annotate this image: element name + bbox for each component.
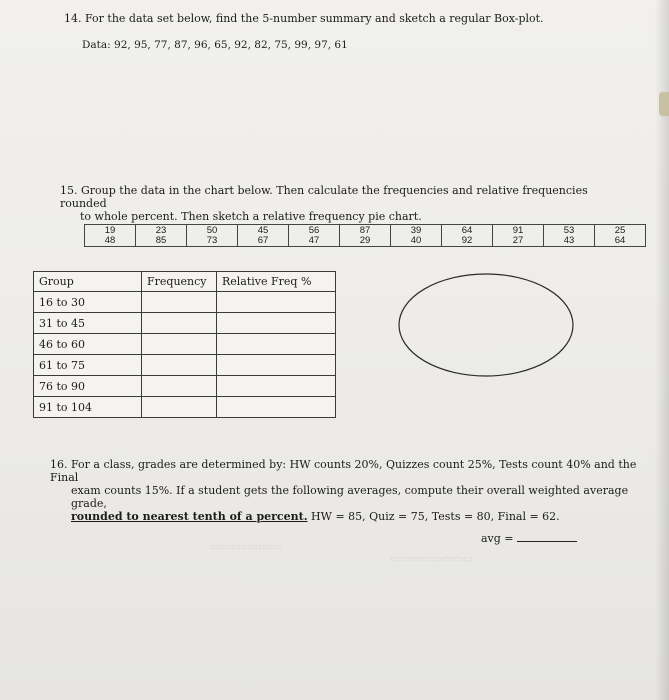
avg-answer-blank[interactable] — [517, 531, 577, 542]
frequency-header: Frequency — [142, 272, 217, 292]
group-cell: 91 to 104 — [34, 397, 142, 418]
data-pair-cell: 19 48 — [85, 225, 136, 247]
data-pair-cell: 64 92 — [442, 225, 493, 247]
average-answer — [481, 531, 577, 545]
group-cell: 76 to 90 — [34, 376, 142, 397]
group-cell: 46 to 60 — [34, 334, 142, 355]
relative-freq-cell[interactable] — [217, 334, 336, 355]
question-14-data: Data: 92, 95, 77, 87, 96, 65, 92, 82, 75, 99, 97, 61 — [82, 39, 348, 51]
table-row — [34, 313, 336, 334]
question-16-prompt: 16. For a class, grades are determined by: HW counts 20%, Quizzes count 25%, Tests count 40% and the Final — [50, 458, 637, 484]
question-15-prompt: 15. Group the data in the chart below. Then calculate the frequencies and relative frequencies rounded — [60, 184, 588, 210]
bleed-through-text: ▭▭▭▭▭▭▭▭ — [390, 553, 474, 565]
data-pair-cell: 91 27 — [493, 225, 544, 247]
group-cell: 61 to 75 — [34, 355, 142, 376]
relative-freq-cell[interactable] — [217, 355, 336, 376]
table-row — [34, 397, 336, 418]
pie-chart-circle — [396, 271, 578, 381]
table-row — [34, 355, 336, 376]
binder-clip — [659, 92, 669, 116]
frequency-cell[interactable] — [142, 292, 217, 313]
data-pair-cell: 50 73 — [187, 225, 238, 247]
question-14-prompt: 14. For the data set below, find the 5-number summary and sketch a regular Box-plot. — [64, 12, 544, 25]
relative-freq-cell[interactable] — [217, 313, 336, 334]
data-pair-cell: 56 47 — [289, 225, 340, 247]
group-cell: 31 to 45 — [34, 313, 142, 334]
table-row — [34, 334, 336, 355]
data-pair-cell: 23 85 — [136, 225, 187, 247]
data-pair-cell: 25 64 — [595, 225, 646, 247]
group-header: Group — [34, 272, 142, 292]
frequency-cell[interactable] — [142, 397, 217, 418]
table-row — [34, 376, 336, 397]
relative-freq-cell[interactable] — [217, 292, 336, 313]
data-pair-cell: 53 43 — [544, 225, 595, 247]
question-15 — [60, 184, 620, 223]
relative-freq-cell[interactable] — [217, 376, 336, 397]
question-16-prompt-cont: exam counts 15%. If a student gets the following averages, compute their overall weighted average grade, — [71, 484, 629, 510]
data-pair-cell: 87 29 — [340, 225, 391, 247]
bleed-through-text: ▭▭▭▭▭▭▭ — [210, 541, 283, 553]
question-16 — [50, 458, 660, 523]
question-14 — [64, 12, 544, 52]
data-pair-cell: 45 67 — [238, 225, 289, 247]
data-pairs-table — [84, 224, 646, 247]
relative-freq-header: Relative Freq % — [217, 272, 336, 292]
group-cell: 16 to 30 — [34, 292, 142, 313]
frequency-cell[interactable] — [142, 313, 217, 334]
frequency-table — [33, 271, 336, 418]
grade-values: HW = 85, Quiz = 75, Tests = 80, Final = 62. — [307, 510, 560, 523]
rounding-instruction: rounded to nearest tenth of a percent. — [71, 510, 308, 523]
table-row — [34, 292, 336, 313]
relative-freq-cell[interactable] — [217, 397, 336, 418]
avg-label: avg = — [481, 532, 514, 545]
question-16-prompt-values — [50, 510, 660, 523]
data-pair-cell: 39 40 — [391, 225, 442, 247]
frequency-cell[interactable] — [142, 334, 217, 355]
frequency-cell[interactable] — [142, 376, 217, 397]
frequency-cell[interactable] — [142, 355, 217, 376]
question-15-prompt-cont: to whole percent. Then sketch a relative frequency pie chart. — [80, 210, 422, 223]
